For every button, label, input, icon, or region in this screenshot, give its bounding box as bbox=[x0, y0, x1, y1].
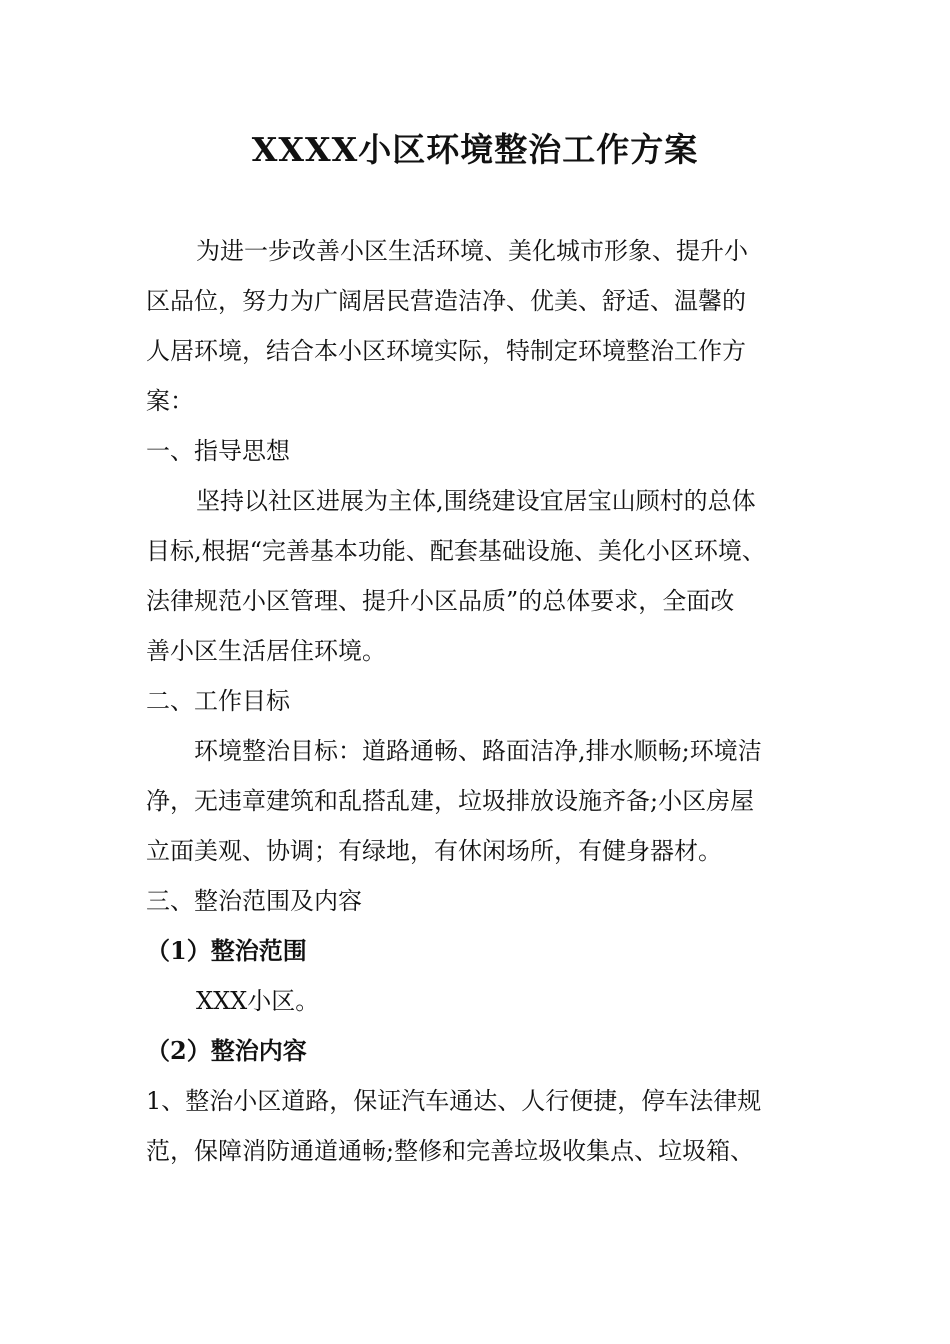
paragraph-line: 区品位，努力为广阔居民营造洁净、优美、舒适、温馨的 bbox=[146, 287, 746, 315]
subsection-heading: （1）整治范围 bbox=[146, 936, 307, 965]
paragraph-line: 目标,根据“完善基本功能、配套基础设施、美化小区环境、 bbox=[146, 537, 766, 565]
section-heading: 三、整治范围及内容 bbox=[146, 887, 362, 915]
paragraph-line: 1、整治小区道路，保证汽车通达、人行便捷，停车法律规 bbox=[146, 1087, 762, 1115]
subsection-heading: （2）整治内容 bbox=[146, 1036, 307, 1065]
document-title: XXXX小区环境整治工作方案 bbox=[251, 130, 699, 169]
paragraph-line: XXX小区。 bbox=[196, 987, 320, 1015]
paragraph-line: 环境整治目标：道路通畅、路面洁净,排水顺畅;环境洁 bbox=[194, 737, 762, 765]
document-body bbox=[146, 226, 826, 1176]
paragraph-line: 净，无违章建筑和乱搭乱建，垃圾排放设施齐备;小区房屋 bbox=[146, 787, 755, 815]
paragraph-line: 法律规范小区管理、提升小区品质”的总体要求，全面改 bbox=[146, 587, 735, 615]
paragraph-line: 案： bbox=[146, 387, 194, 415]
paragraph-line: 人居环境，结合本小区环境实际，特制定环境整治工作方 bbox=[146, 337, 746, 365]
section-heading: 二、工作目标 bbox=[146, 687, 290, 715]
paragraph-line: 范，保障消防通道通畅;整修和完善垃圾收集点、垃圾箱、 bbox=[146, 1137, 755, 1165]
section-heading: 一、指导思想 bbox=[146, 437, 290, 465]
paragraph-line: 立面美观、协调；有绿地，有休闲场所，有健身器材。 bbox=[146, 837, 722, 865]
paragraph-line: 为进一步改善小区生活环境、美化城市形象、提升小 bbox=[196, 237, 748, 265]
paragraph-line: 坚持以社区进展为主体,围绕建设宜居宝山顾村的总体 bbox=[196, 487, 756, 515]
paragraph-line: 善小区生活居住环境。 bbox=[146, 637, 386, 665]
